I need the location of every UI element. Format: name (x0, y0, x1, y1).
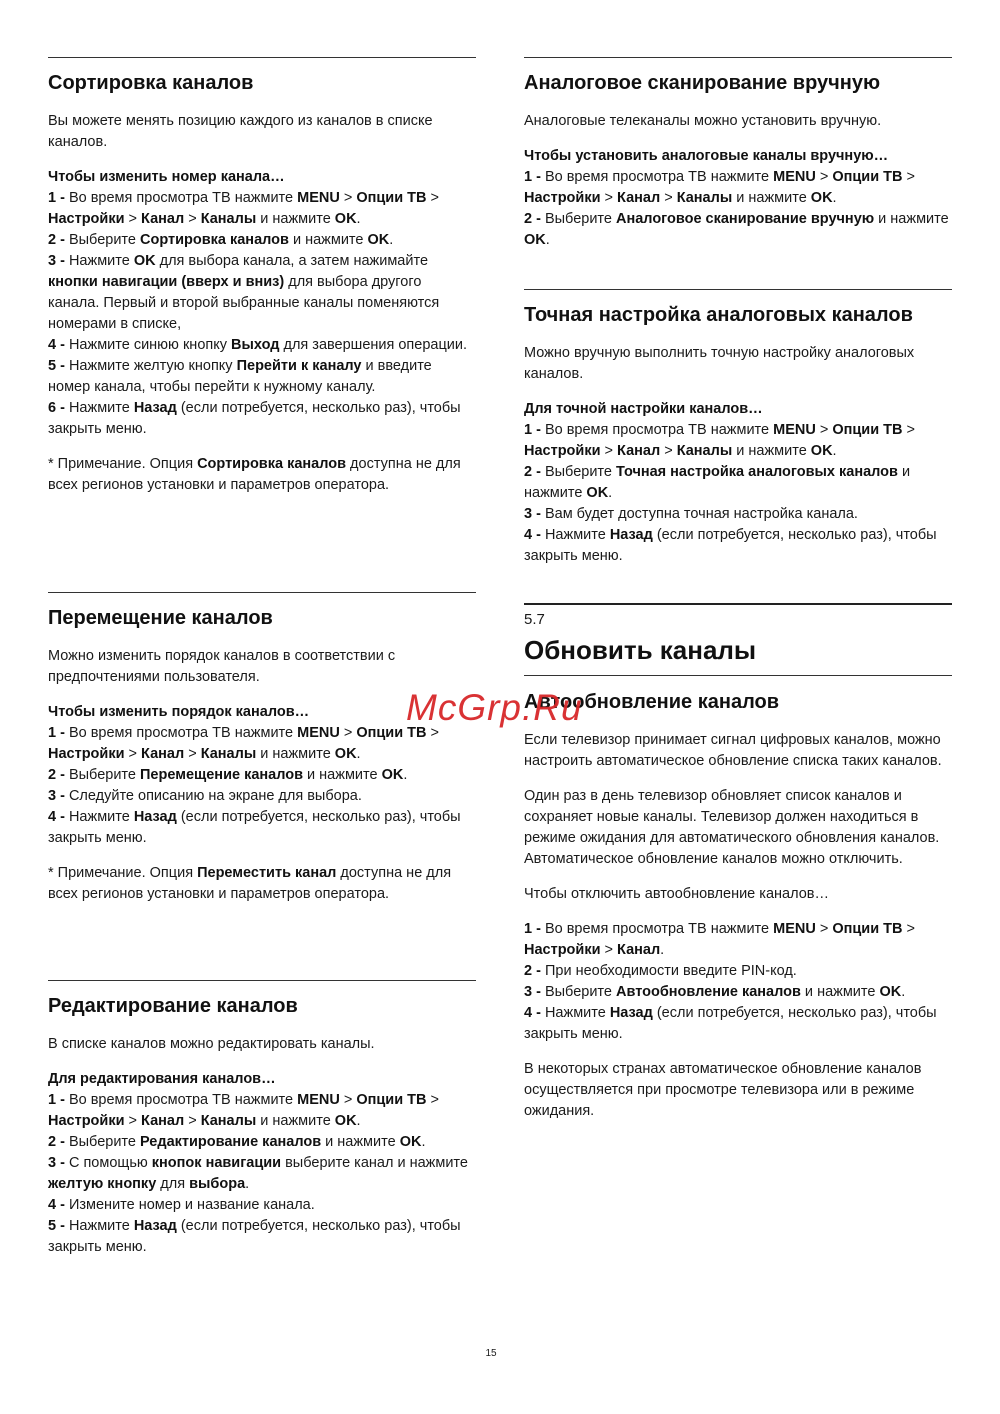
text: . (389, 232, 394, 248)
bold-text: 4 - (48, 337, 69, 353)
text: Если телевизор принимает сигнал цифровых каналов, можно настроить автоматическое обновление списка таких каналов. (524, 732, 942, 769)
text: > (339, 725, 357, 741)
text: Вы можете менять позицию каждого из каналов в списке каналов. (48, 113, 433, 150)
text-line (524, 146, 952, 167)
bold-text: Чтобы изменить порядок каналов… (48, 704, 310, 720)
text-line (524, 919, 952, 961)
text: Один раз в день телевизор обновляет список каналов и сохраняет новые каналы. Телевизор должен находиться в режиме ожидания для автоматического обновления каналов. Автоматическое обновление каналов можно отключить. (524, 788, 940, 867)
text: и нажмите (288, 232, 368, 248)
bold-text: кнопок навигации (151, 1155, 282, 1171)
text: Во время просмотра ТВ нажмите (544, 921, 774, 937)
bold-text: 3 - (48, 1155, 69, 1171)
text: и нажмите (874, 211, 949, 227)
bold-text: Опции ТВ (356, 190, 427, 206)
bold-text: 2 - (48, 1134, 69, 1150)
bold-text: Назад (133, 809, 177, 825)
text: Чтобы отключить автообновление каналов… (524, 886, 829, 902)
text: Во время просмотра ТВ нажмите (544, 169, 774, 185)
text: Нажмите (544, 1005, 610, 1021)
text: Нажмите (68, 253, 134, 269)
bold-text: 2 - (48, 232, 69, 248)
text: . (832, 190, 837, 206)
text: > (426, 1092, 439, 1108)
bold-text: OK (399, 1134, 422, 1150)
text: . (356, 746, 361, 762)
text: и нажмите (732, 190, 811, 206)
bold-text: Канал (141, 1113, 185, 1129)
bold-text: 1 - (48, 1092, 69, 1108)
page-number: 15 (485, 1348, 497, 1359)
paragraph (48, 1034, 476, 1055)
section-body (48, 111, 476, 496)
text: Нажмите (68, 400, 134, 416)
text-line (524, 462, 952, 504)
bold-text: OK (810, 443, 833, 459)
bold-text: 4 - (524, 527, 545, 543)
bold-text: 6 - (48, 400, 69, 416)
text: > (902, 422, 915, 438)
text: и введите номер канала, чтобы перейти к нужному каналу. (48, 358, 432, 395)
bold-text: Аналоговое сканирование вручную (616, 211, 875, 227)
paragraph (524, 730, 952, 772)
section-autoupdate (524, 677, 952, 1136)
bold-text: желтую кнопку (48, 1176, 157, 1192)
text: для завершения операции. (279, 337, 468, 353)
text-line (524, 1003, 952, 1045)
text: Нажмите синюю кнопку (68, 337, 232, 353)
bold-text: 1 - (524, 921, 545, 937)
text: > (660, 443, 677, 459)
paragraph (524, 884, 952, 905)
chapter-title: Обновить каналы (524, 635, 757, 665)
text: Во время просмотра ТВ нажмите (544, 422, 774, 438)
text-line (48, 1132, 476, 1153)
text: . (403, 767, 408, 783)
bold-text: Перемещение каналов (140, 767, 304, 783)
bold-text: Назад (609, 527, 653, 543)
bold-text: OK (367, 232, 390, 248)
text-line (48, 1195, 476, 1216)
text: Нажмите (68, 809, 134, 825)
text: и нажмите (732, 443, 811, 459)
bold-text: Чтобы установить аналоговые каналы вручную… (524, 148, 889, 164)
text: > (426, 190, 439, 206)
text: * Примечание. Опция (48, 865, 198, 881)
text-line (524, 982, 952, 1003)
text: > (815, 921, 833, 937)
bold-text: Точная настройка аналоговых каналов (616, 464, 898, 480)
bold-text: 1 - (524, 422, 545, 438)
bold-text: Опции ТВ (832, 169, 903, 185)
text: Можно изменить порядок каналов в соответствии с предпочтениями пользователя. (48, 648, 396, 685)
text-line (524, 730, 952, 772)
paragraph (48, 1069, 476, 1258)
bold-text: OK (810, 190, 833, 206)
text: и нажмите (321, 1134, 400, 1150)
paragraph (524, 1059, 952, 1122)
text-line (48, 1090, 476, 1132)
text: > (815, 422, 833, 438)
text: > (339, 1092, 357, 1108)
bold-text: 5 - (48, 1218, 69, 1234)
bold-text: OK (879, 984, 902, 1000)
text-line (48, 335, 476, 356)
bold-text: Настройки (48, 1113, 125, 1129)
text: > (184, 211, 201, 227)
section-title: Точная настройка аналоговых каналов (524, 304, 913, 326)
bold-text: Переместить канал (197, 865, 337, 881)
text: Можно вручную выполнить точную настройку аналоговых каналов. (524, 345, 915, 382)
paragraph (48, 863, 476, 905)
text: (если потребуется, несколько раз), чтобы закрыть меню. (48, 1218, 461, 1255)
text: При необходимости введите PIN-код. (544, 963, 797, 979)
text: Выберите (68, 232, 140, 248)
text: > (124, 746, 142, 762)
section-edit (48, 980, 476, 1272)
text: > (339, 190, 357, 206)
paragraph (524, 111, 952, 132)
text: Следуйте описанию на экране для выбора. (68, 788, 362, 804)
section-analog (524, 57, 952, 265)
text: (если потребуется, несколько раз), чтобы закрыть меню. (48, 809, 461, 846)
bold-text: Каналы (676, 190, 733, 206)
text-line (48, 1034, 476, 1055)
bold-text: кнопки навигации (вверх и вниз) (48, 274, 285, 290)
text: Во время просмотра ТВ нажмите (68, 1092, 298, 1108)
text: > (184, 746, 201, 762)
text-line (48, 230, 476, 251)
text: > (902, 921, 915, 937)
bold-text: Настройки (524, 190, 601, 206)
text: > (600, 443, 618, 459)
text: Выберите (68, 1134, 140, 1150)
section-title: Перемещение каналов (48, 607, 273, 629)
text: Нажмите желтую кнопку (68, 358, 237, 374)
text: > (600, 190, 618, 206)
text: Нажмите (544, 527, 610, 543)
chapter-number: 5.7 (524, 611, 545, 628)
bold-text: 2 - (524, 211, 545, 227)
bold-text: Сортировка каналов (140, 232, 289, 248)
text-line (48, 1069, 476, 1090)
text-line (48, 111, 476, 153)
text: и нажмите (256, 211, 335, 227)
text: . (608, 485, 613, 501)
text: и нажмите (303, 767, 382, 783)
text-line (48, 765, 476, 786)
bold-text: OK (334, 211, 357, 227)
text: и нажмите (256, 1113, 335, 1129)
text-line (48, 398, 476, 440)
text: для выбора канала, а затем нажимайте (155, 253, 429, 269)
text: и нажмите (800, 984, 880, 1000)
text-line (524, 961, 952, 982)
bold-text: 2 - (48, 767, 69, 783)
text-line (524, 399, 952, 420)
bold-text: Выход (231, 337, 280, 353)
text: доступна не для всех регионов установки и параметров оператора. (48, 865, 452, 902)
text: Измените номер и название канала. (68, 1197, 315, 1213)
bold-text: Канал (617, 443, 661, 459)
bold-text: 1 - (48, 190, 69, 206)
text: . (356, 1113, 361, 1129)
text-line (48, 1153, 476, 1195)
text: Аналоговые телеканалы можно установить вручную. (524, 113, 882, 129)
text-line (48, 863, 476, 905)
text-line (524, 167, 952, 209)
text-line (524, 343, 952, 385)
bold-text: Канал (141, 211, 185, 227)
text: (если потребуется, несколько раз), чтобы закрыть меню. (524, 527, 937, 564)
bold-text: выбора (189, 1176, 246, 1192)
bold-text: Настройки (524, 443, 601, 459)
bold-text: MENU (773, 422, 816, 438)
paragraph (48, 167, 476, 440)
text: (если потребуется, несколько раз), чтобы закрыть меню. (524, 1005, 937, 1042)
paragraph (48, 454, 476, 496)
bold-text: Опции ТВ (356, 1092, 427, 1108)
text-line (48, 786, 476, 807)
bold-text: 3 - (524, 506, 545, 522)
paragraph (524, 343, 952, 385)
bold-text: OK (133, 253, 156, 269)
text-line (524, 1059, 952, 1122)
text: В некоторых странах автоматическое обновление каналов осуществляется при просмотре телевизора или в режиме ожидания. (524, 1061, 922, 1119)
text-line (48, 1216, 476, 1258)
section-body (48, 1034, 476, 1258)
text: выберите канал и нажмите (281, 1155, 468, 1171)
bold-text: Редактирование каналов (140, 1134, 322, 1150)
text: для (156, 1176, 190, 1192)
bold-text: Чтобы изменить номер канала… (48, 169, 285, 185)
section-finetune (524, 289, 952, 581)
text: Выберите (68, 767, 140, 783)
text-line (524, 525, 952, 567)
text: . (245, 1176, 250, 1192)
text: > (600, 942, 618, 958)
text: . (660, 942, 665, 958)
bold-text: OK (334, 1113, 357, 1129)
text: для выбора другого канала. Первый и второй выбранные каналы поменяются номерами в списке, (48, 274, 440, 332)
bold-text: MENU (773, 921, 816, 937)
text: Во время просмотра ТВ нажмите (68, 190, 298, 206)
text-line (524, 884, 952, 905)
section-title: Редактирование каналов (48, 995, 298, 1017)
text-line (524, 504, 952, 525)
text: . (545, 232, 550, 248)
bold-text: MENU (297, 725, 340, 741)
text-line (48, 167, 476, 188)
paragraph (48, 646, 476, 688)
text: > (124, 211, 142, 227)
text-line (48, 188, 476, 230)
bold-text: 3 - (48, 253, 69, 269)
text: Нажмите (68, 1218, 134, 1234)
section-title: Аналоговое сканирование вручную (524, 72, 881, 94)
bold-text: MENU (297, 190, 340, 206)
bold-text: Назад (133, 400, 177, 416)
bold-text: Назад (609, 1005, 653, 1021)
text-line (524, 111, 952, 132)
chapter-header (524, 603, 952, 676)
bold-text: Перейти к каналу (236, 358, 362, 374)
bold-text: Автообновление каналов (616, 984, 801, 1000)
bold-text: 4 - (48, 809, 69, 825)
bold-text: Опции ТВ (832, 422, 903, 438)
bold-text: 1 - (48, 725, 69, 741)
bold-text: OK (334, 746, 357, 762)
text-line (524, 420, 952, 462)
text-line (48, 356, 476, 398)
bold-text: Настройки (524, 942, 601, 958)
text-line (48, 646, 476, 688)
section-sort (48, 57, 476, 510)
text-line (48, 454, 476, 496)
bold-text: 2 - (524, 464, 545, 480)
watermark: McGrp.Ru (406, 687, 583, 728)
bold-text: 3 - (48, 788, 69, 804)
bold-text: Канал (617, 942, 661, 958)
bold-text: OK (586, 485, 609, 501)
bold-text: Канал (617, 190, 661, 206)
bold-text: Опции ТВ (356, 725, 427, 741)
bold-text: Для редактирования каналов… (48, 1071, 276, 1087)
section-body (48, 646, 476, 905)
bold-text: 2 - (524, 963, 545, 979)
text: Выберите (544, 464, 616, 480)
text: . (356, 211, 361, 227)
text: С помощью (68, 1155, 152, 1171)
text: > (815, 169, 833, 185)
bold-text: Каналы (676, 443, 733, 459)
text-line (524, 786, 952, 870)
text: Выберите (544, 984, 616, 1000)
bold-text: Опции ТВ (832, 921, 903, 937)
bold-text: MENU (297, 1092, 340, 1108)
divider (524, 675, 952, 676)
bold-text: MENU (773, 169, 816, 185)
text: . (832, 443, 837, 459)
text: и нажмите (256, 746, 335, 762)
bold-text: Каналы (200, 746, 257, 762)
bold-text: Канал (141, 746, 185, 762)
section-move (48, 592, 476, 919)
bold-text: Назад (133, 1218, 177, 1234)
bold-text: OK (381, 767, 404, 783)
paragraph (524, 786, 952, 870)
section-body (524, 111, 952, 251)
text: Вам будет доступна точная настройка канала. (544, 506, 858, 522)
text: > (184, 1113, 201, 1129)
text: . (421, 1134, 426, 1150)
text: и нажмите (524, 464, 911, 501)
section-body (524, 343, 952, 567)
paragraph (48, 111, 476, 153)
bold-text: 5 - (48, 358, 69, 374)
bold-text: 4 - (48, 1197, 69, 1213)
text-line (48, 251, 476, 335)
bold-text: Сортировка каналов (197, 456, 347, 472)
text-line (48, 807, 476, 849)
paragraph (524, 146, 952, 251)
text-line (524, 209, 952, 251)
text: > (660, 190, 677, 206)
bold-text: Настройки (48, 211, 125, 227)
text: > (902, 169, 915, 185)
bold-text: Каналы (200, 211, 257, 227)
bold-text: 3 - (524, 984, 545, 1000)
text: > (426, 725, 439, 741)
text: Во время просмотра ТВ нажмите (68, 725, 298, 741)
text: . (901, 984, 906, 1000)
text: (если потребуется, несколько раз), чтобы закрыть меню. (48, 400, 461, 437)
bold-text: 4 - (524, 1005, 545, 1021)
text: Выберите (544, 211, 616, 227)
bold-text: Для точной настройки каналов… (524, 401, 763, 417)
text: > (124, 1113, 142, 1129)
text: * Примечание. Опция (48, 456, 198, 472)
bold-text: Настройки (48, 746, 125, 762)
section-title: Сортировка каналов (48, 72, 254, 94)
paragraph (524, 399, 952, 567)
text: доступна не для всех регионов установки и параметров оператора. (48, 456, 461, 493)
paragraph (524, 919, 952, 1045)
bold-text: Каналы (200, 1113, 257, 1129)
bold-text: OK (524, 232, 546, 248)
text: В списке каналов можно редактировать каналы. (48, 1036, 375, 1052)
bold-text: 1 - (524, 169, 545, 185)
section-body (524, 730, 952, 1122)
section-title: Автообновление каналов (524, 691, 780, 713)
